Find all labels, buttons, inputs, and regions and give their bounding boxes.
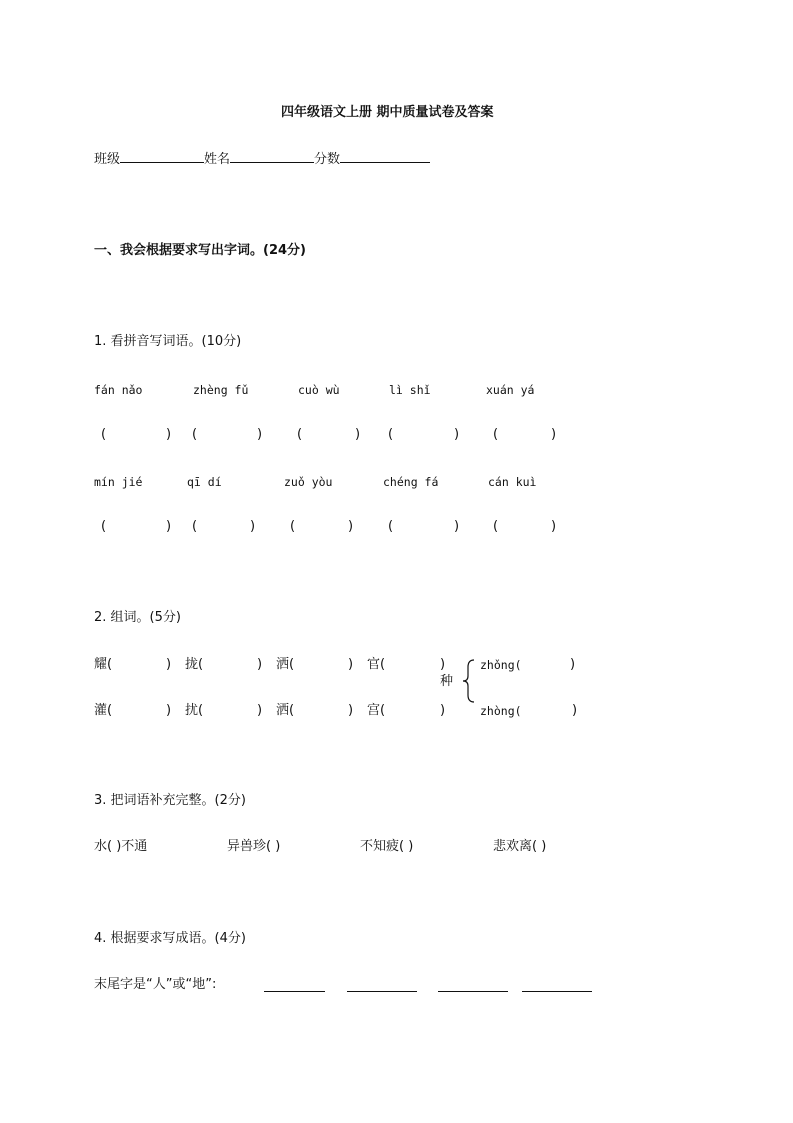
q2-zhong-py2: zhòng( [480,704,522,718]
q2-r2-item-1: 灌( [94,703,113,718]
score-blank[interactable] [340,150,430,163]
q1-r2-open-2: ( [192,519,198,534]
brace-icon [462,659,476,703]
q1-r2-open-5: ( [493,519,499,534]
q4-prompt: 末尾字是“人”或“地”: [94,977,217,992]
q3-item-2: 异兽珍( ) [227,839,281,854]
q1-r2-open-3: ( [290,519,296,534]
q1-heading: 1. 看拼音写词语。(10分) [94,334,242,349]
q2-r2-close-3: ) [348,703,354,718]
q2-zhong-close1: ) [570,657,576,672]
q1-r2-close-2: ) [250,519,256,534]
q1-r1-open-2: ( [192,427,198,442]
q2-r2-item-3: 洒( [276,703,295,718]
q1-r1-open-5: ( [493,427,499,442]
q1-r1-close-3: ) [355,427,361,442]
q2-r1-item-1: 耀( [94,657,113,672]
student-info-line [94,150,430,168]
q2-r1-close-4: ) [440,657,446,672]
q1-r2-close-1: ) [166,519,172,534]
q2-r1-close-3: ) [348,657,354,672]
q2-r2-close-4: ) [440,703,446,718]
q2-r2-item-4: 宫( [367,703,386,718]
q2-zhong-char: 种 [440,674,454,689]
q1-pinyin-3: cuò wù [298,383,340,397]
q1-pinyin-10: cán kuì [488,475,537,489]
name-blank[interactable] [230,150,314,163]
class-label: 班级 [94,152,121,167]
q1-pinyin-8: zuǒ yòu [284,475,333,489]
q3-item-4: 悲欢离( ) [493,839,547,854]
q2-r1-item-4: 官( [367,657,386,672]
q1-r2-close-3: ) [348,519,354,534]
q1-r1-close-1: ) [166,427,172,442]
q3-heading: 3. 把词语补充完整。(2分) [94,793,246,808]
q1-r1-close-4: ) [454,427,460,442]
page-title: 四年级语文上册 期中质量试卷及答案 [281,105,494,120]
q2-r1-close-1: ) [166,657,172,672]
q4-heading: 4. 根据要求写成语。(4分) [94,931,246,946]
q1-r1-close-5: ) [551,427,557,442]
q1-r1-open-4: ( [388,427,394,442]
q1-pinyin-9: chéng fá [383,475,439,489]
q2-heading: 2. 组词。(5分) [94,610,181,625]
q3-item-1: 水( )不通 [94,839,148,854]
q1-r2-open-4: ( [388,519,394,534]
q1-pinyin-5: xuán yá [486,383,535,397]
q4-blank-2[interactable] [347,979,417,992]
q1-r1-open-3: ( [297,427,303,442]
q1-pinyin-4: lì shǐ [389,383,431,397]
q2-r1-item-2: 拢( [185,657,204,672]
q1-r2-close-5: ) [551,519,557,534]
q2-r2-close-2: ) [257,703,263,718]
q2-zhong-close2: ) [572,703,578,718]
name-label: 姓名 [204,152,231,167]
q4-blank-4[interactable] [522,979,592,992]
q4-blank-1[interactable] [264,979,325,992]
score-label: 分数 [314,152,341,167]
q2-r2-item-2: 扰( [185,703,204,718]
q1-r2-close-4: ) [454,519,460,534]
q1-r2-open-1: ( [101,519,107,534]
q4-blank-3[interactable] [438,979,508,992]
q2-r1-close-2: ) [257,657,263,672]
q1-pinyin-7: qī dí [187,475,222,489]
q1-pinyin-6: mín jié [94,475,143,489]
q1-pinyin-1: fán nǎo [94,383,143,397]
q4-prompt-line [94,977,216,993]
q1-pinyin-2: zhèng fǔ [193,383,249,397]
q1-r1-open-1: ( [101,427,107,442]
class-blank[interactable] [120,150,204,163]
q3-item-3: 不知疲( ) [360,839,414,854]
q2-zhong-py1: zhǒng( [480,658,522,672]
q2-r1-item-3: 洒( [276,657,295,672]
q2-r2-close-1: ) [166,703,172,718]
section1-heading: 一、我会根据要求写出字词。(24分) [94,243,306,258]
q1-r1-close-2: ) [257,427,263,442]
